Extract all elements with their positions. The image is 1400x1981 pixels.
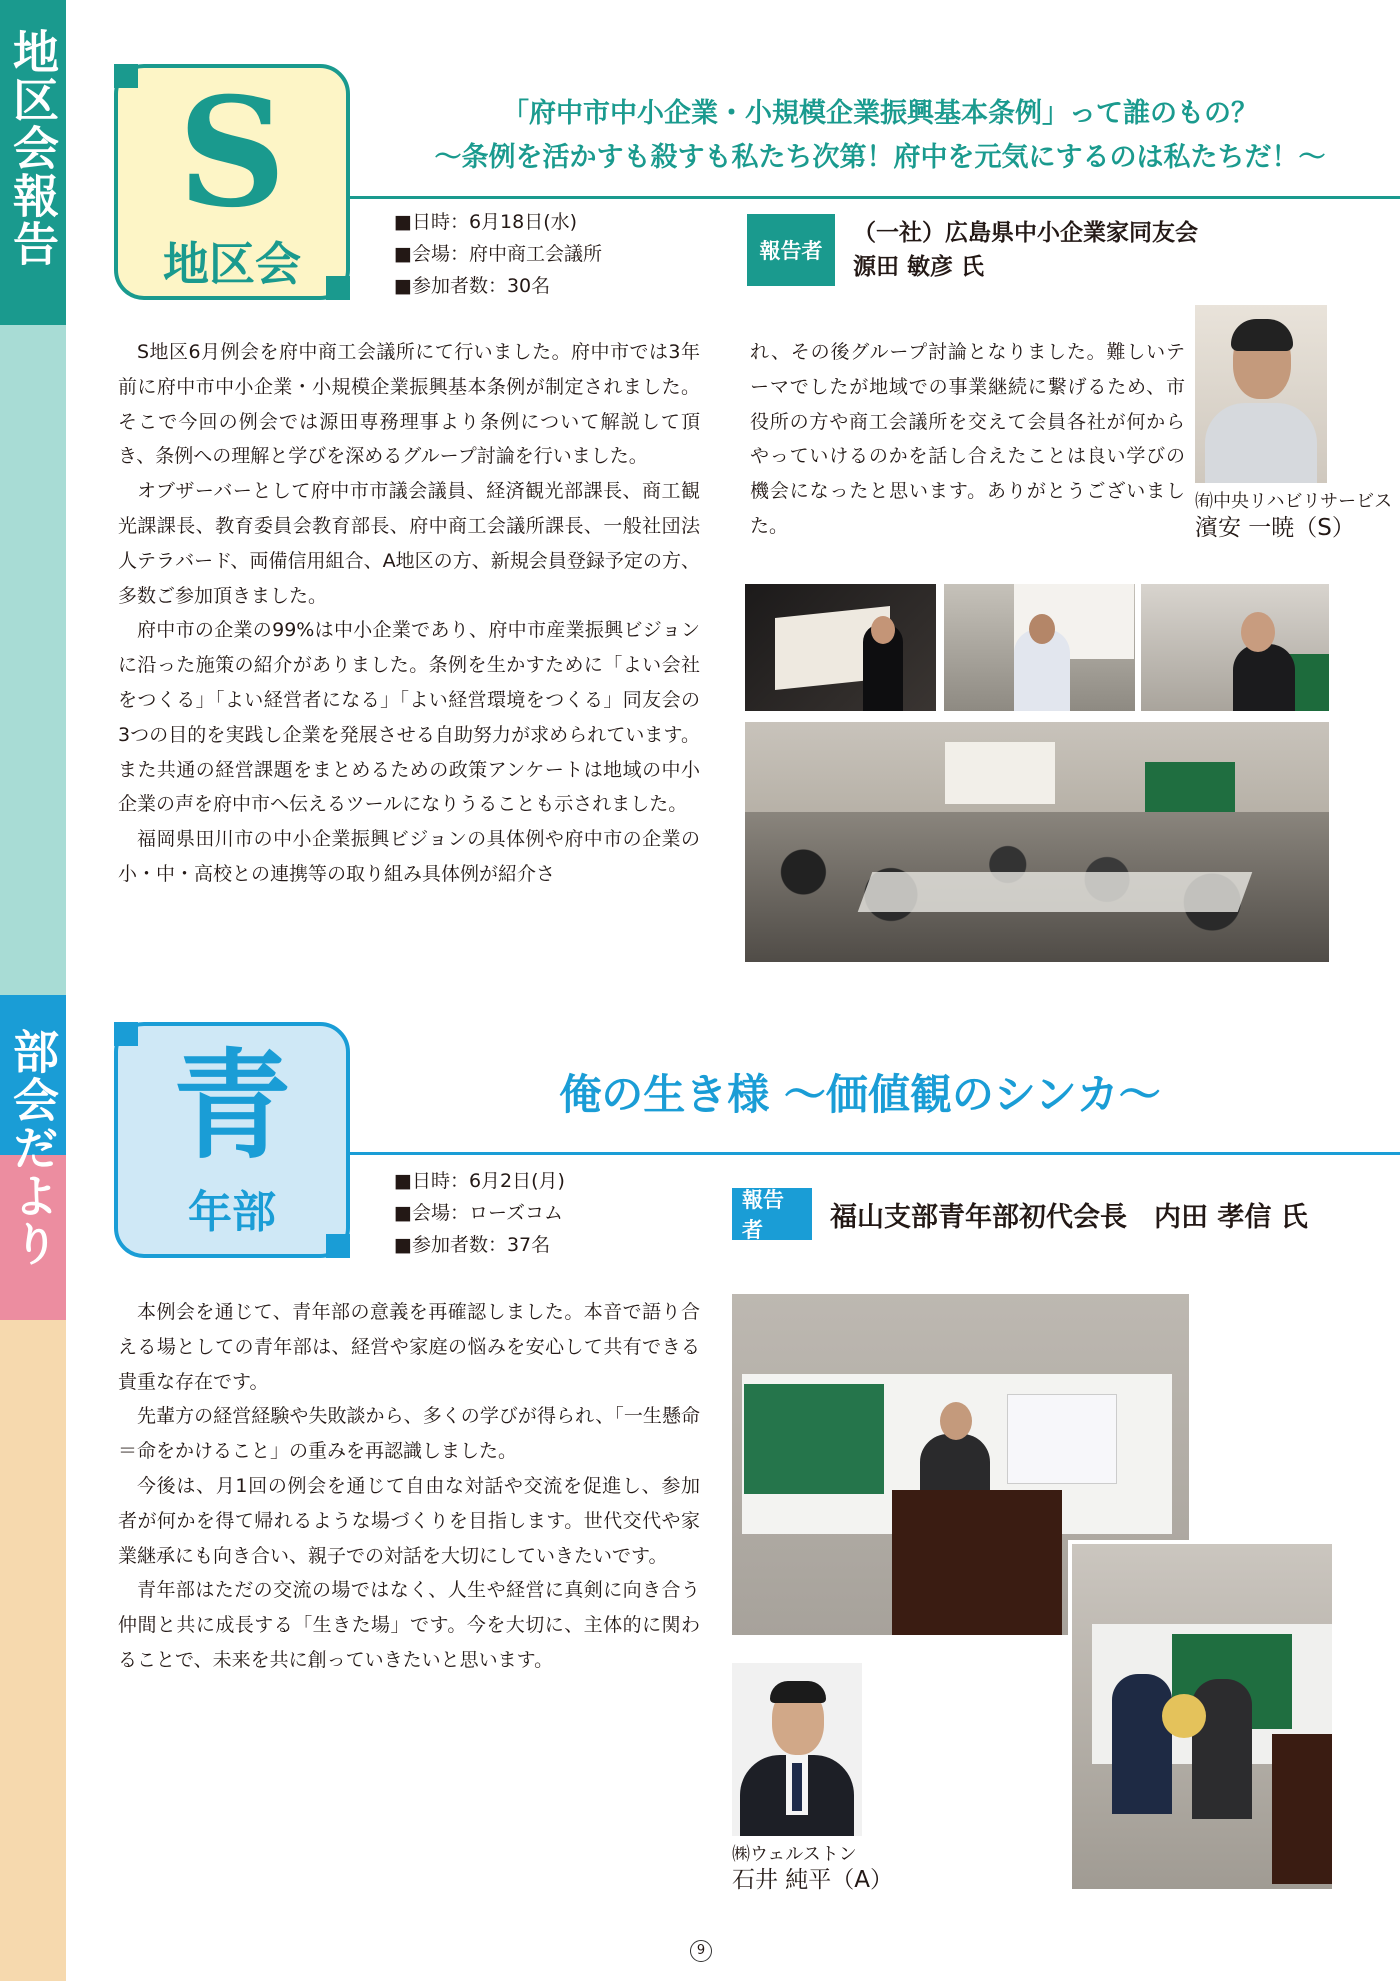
- paragraph: 福岡県田川市の中小企業振興ビジョンの具体例や府中市の企業の小・中・高校との連携等の取り組み具体例が紹介さ: [118, 828, 700, 885]
- section-rule: [350, 1152, 1400, 1155]
- section-s-meta: [394, 206, 602, 302]
- meta-attendees: ■参加者数：30名: [394, 275, 551, 297]
- photo-figure: [1192, 1679, 1252, 1819]
- meeting-photo-speaker-2: [944, 584, 1135, 711]
- side-label-section-news: [0, 1028, 66, 1268]
- photo-podium: [892, 1490, 1062, 1635]
- portrait-caption: [1195, 492, 1392, 544]
- paragraph: 本例会を通じて、青年部の意義を再確認しました。本音で語り合える場としての青年部は、経営や家庭の悩みを安心して共有できる貴重な存在です。: [118, 1301, 700, 1393]
- paragraph: 青年部はただの交流の場ではなく、人生や経営に真剣に向き合う仲間と共に成長する「生きた場」です。今を大切に、主体的に関わることで、未来を共に創っていきたいと思います。: [118, 1579, 700, 1671]
- photo-table: [858, 872, 1253, 912]
- section-y-title: 俺の生き様 ～価値観のシンカ～: [559, 1070, 1161, 1119]
- reporter-name: 福山支部青年部初代会長 内田 孝信 氏: [830, 1201, 1308, 1233]
- title-line-1: 「府中市中小企業・小規模企業振興基本条例」って誰のもの？: [502, 98, 1258, 129]
- caption-name: 石井 純平（A）: [732, 1867, 894, 1893]
- side-band-sand: [0, 1320, 66, 1981]
- reporter-portrait-photo: [1195, 305, 1327, 483]
- reporter-tag: 報告者: [732, 1188, 812, 1240]
- youth-section-badge: [114, 1022, 350, 1258]
- reporter-names: [853, 216, 1198, 284]
- title-line-2: ～条例を活かすも殺すも私たち次第！府中を元気にするのは私たちだ！～: [434, 142, 1326, 173]
- photo-board: [744, 1384, 884, 1494]
- side-label-a: 部会: [6, 1028, 60, 1124]
- paragraph: 先輩方の経営経験や失敗談から、多くの学びが得られ、「一生懸命＝命をかけること」の重みを再認識しました。: [118, 1405, 700, 1463]
- s-district-badge: [114, 64, 350, 300]
- photo-figure: [871, 616, 895, 644]
- reporter-portrait-photo: [732, 1663, 862, 1836]
- photo-figure: [770, 1681, 826, 1703]
- portrait-caption: [732, 1845, 893, 1895]
- photo-bouquet: [1162, 1694, 1206, 1738]
- badge-letter: 青: [172, 1037, 291, 1175]
- meeting-photo-group-discussion: [745, 722, 1329, 962]
- photo-figure: [1205, 403, 1317, 483]
- photo-figure: [1231, 319, 1293, 351]
- photo-figure: [792, 1763, 802, 1811]
- section-y-meta: [394, 1165, 565, 1261]
- photo-screen: [945, 742, 1055, 804]
- section-y-reporter: [732, 1188, 1308, 1240]
- paragraph: 府中市の企業の99%は中小企業であり、府中市産業振興ビジョンに沿った施策の紹介がありました。条例を生かすために「よい会社をつくる」「よい経営者になる」「よい経営環境をつくる」同友会の3つの目的を実践し企業を発展させる自助努力が求められています。また共通の経営課題をまとめるための政策アンケートは地域の中小企業の声を府中市へ伝えるツールになりうることも示されました。: [118, 619, 700, 816]
- meta-attendees: ■参加者数：37名: [394, 1234, 551, 1256]
- meta-venue: ■会場：ローズコム: [394, 1202, 564, 1224]
- paragraph: S地区6月例会を府中商工会議所にて行いました。府中市では3年前に府中市中小企業・小規模企業振興基本条例が制定されました。そこで今回の例会では源田専務理事より条例について解説して頂き、条例への理解と学びを深めるグループ討論を行いました。: [118, 341, 700, 468]
- badge-label: 年部: [188, 1187, 276, 1238]
- section-y-body: [118, 1295, 700, 1678]
- paragraph: れ、その後グループ討論となりました。難しいテーマでしたが地域での事業継続に繋げるため、市役所の方や商工会議所を交えて会員各社が何からやっていけるのかを話し合えたことは良い学びの機会になったと思います。ありがとうございました。: [750, 341, 1185, 537]
- badge-label: 地区会: [163, 237, 301, 291]
- side-band-mint: [0, 325, 66, 995]
- photo-figure: [1029, 614, 1055, 644]
- section-s-body-col2: [750, 335, 1185, 544]
- caption-company: ㈱ウェルストン: [732, 1844, 857, 1865]
- reporter-org: （一社）広島県中小企業家同友会: [853, 220, 1198, 246]
- photo-figure: [940, 1402, 972, 1440]
- section-s-body-col1: [118, 335, 700, 892]
- section-rule: [350, 196, 1400, 199]
- meta-date: ■日時：6月18日(水): [394, 211, 578, 233]
- section-s-title: [380, 92, 1380, 180]
- photo-podium: [1272, 1734, 1336, 1884]
- badge-letter: S: [177, 65, 287, 241]
- photo-figure: [1241, 612, 1275, 652]
- reporter-tag: 報告者: [747, 214, 835, 286]
- page-number: 9: [690, 1940, 712, 1962]
- reporter-name: 源田 敏彦 氏: [853, 254, 985, 280]
- paragraph: 今後は、月1回の例会を通じて自由な対話や交流を促進し、参加者が何かを得て帰れるような場づくりを目指します。世代交代や家業継承にも向き合い、親子での対話を大切にしていきたいです。: [118, 1474, 700, 1567]
- side-label-district-report: 地区会報告: [6, 28, 60, 268]
- photo-figure: [1233, 644, 1295, 711]
- caption-name: 濱安 一暁（S）: [1195, 515, 1355, 541]
- meeting-photo-speaker-3: [1141, 584, 1329, 711]
- meta-date: ■日時：6月2日(月): [394, 1170, 565, 1192]
- paragraph: オブザーバーとして府中市市議会議員、経済観光部課長、商工観光課課長、教育委員会教育部長、府中商工会議所課長、一般社団法人テラバード、両備信用組合、A地区の方、新規会員登録予定の方、多数ご参加頂きました。: [118, 480, 700, 607]
- meeting-photo-speaker-1: [745, 584, 936, 711]
- caption-company: ㈲中央リハビリサービス: [1195, 491, 1393, 512]
- photo-figure: [1112, 1674, 1172, 1814]
- meta-venue: ■会場：府中商工会議所: [394, 243, 602, 265]
- section-s-reporter: [747, 214, 1198, 286]
- youth-meeting-photo-bouquet: [1068, 1540, 1336, 1893]
- side-label-b: だより: [6, 1124, 60, 1268]
- photo-poster: [1007, 1394, 1117, 1484]
